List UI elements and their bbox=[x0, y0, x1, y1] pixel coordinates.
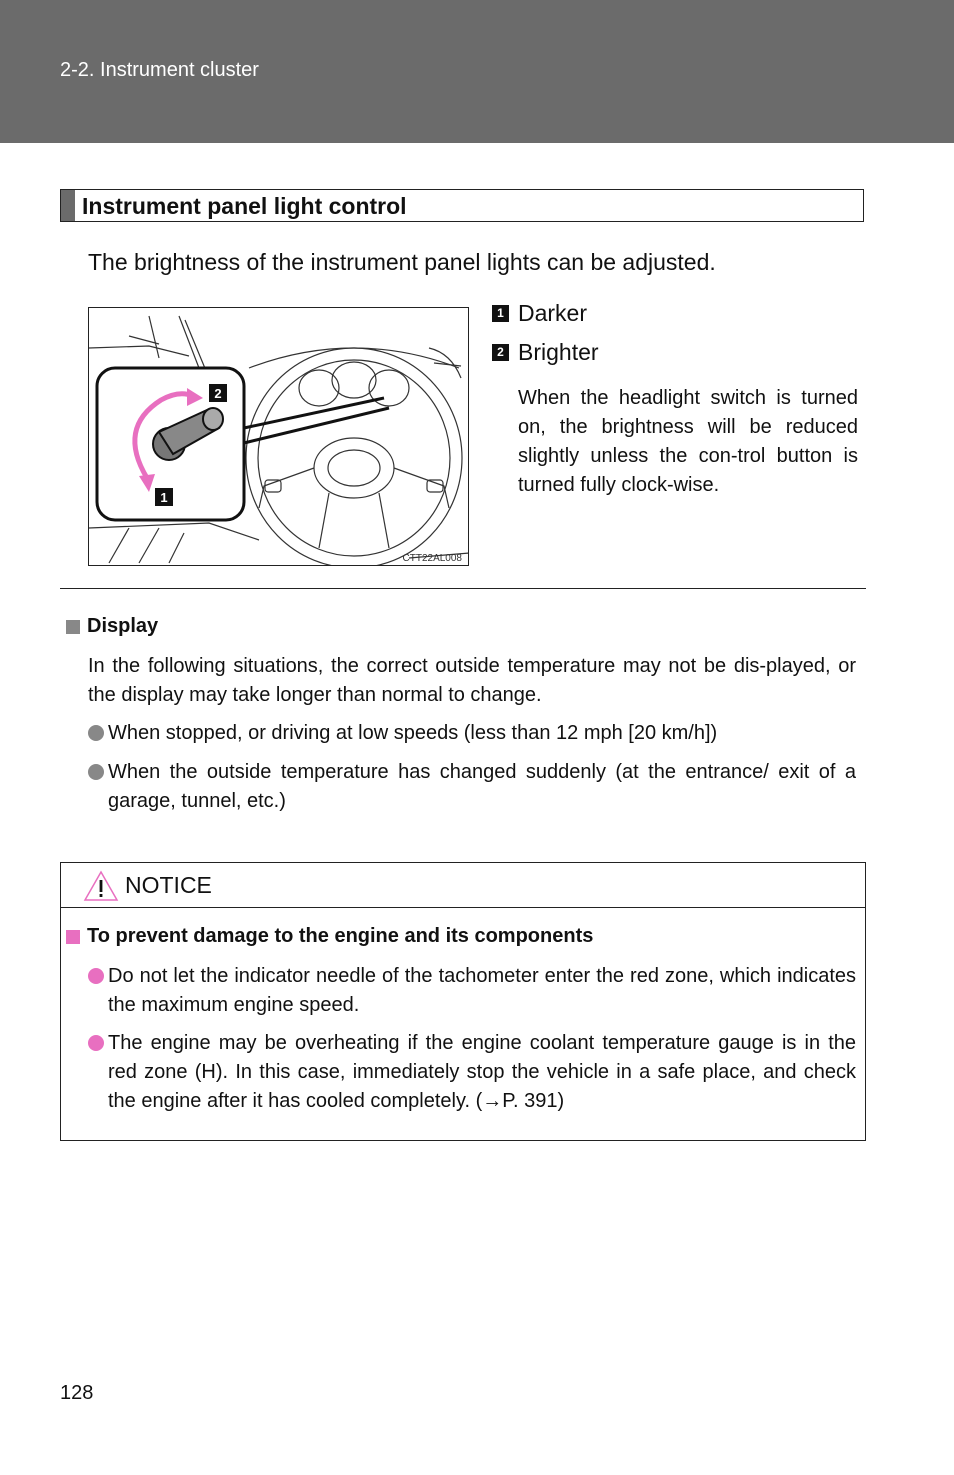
figure-code: CTT22AL008 bbox=[402, 553, 462, 564]
callout-1: 1 bbox=[160, 490, 168, 505]
round-bullet-icon bbox=[88, 725, 104, 741]
display-heading-text: Display bbox=[87, 615, 159, 637]
round-bullet-icon bbox=[88, 1035, 104, 1051]
display-bullet-1 bbox=[88, 719, 856, 748]
round-bullet-icon bbox=[88, 968, 104, 984]
display-heading bbox=[66, 615, 158, 638]
legend-item-darker bbox=[492, 300, 587, 327]
notice-bullet-1-text: Do not let the indicator needle of the tachometer enter the red zone, which indicates the maximum engine speed. bbox=[108, 965, 856, 1016]
section-title: Instrument panel light control bbox=[82, 193, 407, 219]
warning-triangle-icon bbox=[83, 870, 119, 902]
display-text: In the following situations, the correct outside temperature may not be dis-played, or the display may take longer than normal to change. bbox=[88, 655, 856, 706]
display-bullet-2 bbox=[88, 758, 856, 816]
section-title-marker bbox=[61, 190, 75, 221]
notice-heading bbox=[66, 925, 593, 948]
notice-bullet-2-text: The engine may be overheating if the engine coolant temperature gauge is in the red zone (H). In this case, immediately stop the vehicle in a safe place, and check the engine after it has cooled completely. (→P. 391) bbox=[108, 1032, 856, 1112]
notice-bullet-1 bbox=[88, 962, 856, 1020]
legend-label-brighter: Brighter bbox=[518, 339, 599, 365]
legend-item-brighter bbox=[492, 339, 599, 366]
dashboard-drawing bbox=[89, 308, 469, 566]
breadcrumb: 2-2. Instrument cluster bbox=[60, 59, 259, 81]
square-bullet-icon bbox=[66, 620, 80, 634]
intro-text: The brightness of the instrument panel lights can be adjusted. bbox=[88, 249, 716, 275]
section-title-box bbox=[60, 189, 864, 222]
round-bullet-icon bbox=[88, 764, 104, 780]
square-bullet-icon bbox=[66, 930, 80, 944]
display-bullet-2-text: When the outside temperature has changed suddenly (at the entrance/ exit of a garage, tunnel, etc.) bbox=[108, 761, 856, 812]
page-number: 128 bbox=[60, 1382, 94, 1404]
legend-num-1: 1 bbox=[492, 305, 509, 322]
notice-label: NOTICE bbox=[125, 872, 212, 898]
display-bullet-1-text: When stopped, or driving at low speeds (less than 12 mph [20 km/h]) bbox=[108, 722, 718, 744]
page-header bbox=[0, 0, 954, 143]
legend-note: When the headlight switch is turned on, the brightness will be reduced slightly unless the con-trol button is turned fully clock-wise. bbox=[518, 387, 858, 496]
notice-heading-text: To prevent damage to the engine and its components bbox=[87, 925, 594, 947]
legend-label-darker: Darker bbox=[518, 300, 588, 326]
callout-2: 2 bbox=[214, 386, 222, 401]
legend-num-2: 2 bbox=[492, 344, 509, 361]
section-divider bbox=[60, 588, 866, 589]
notice-bullet-2 bbox=[88, 1029, 856, 1116]
dashboard-illustration bbox=[88, 307, 469, 566]
notice-header bbox=[61, 863, 865, 908]
